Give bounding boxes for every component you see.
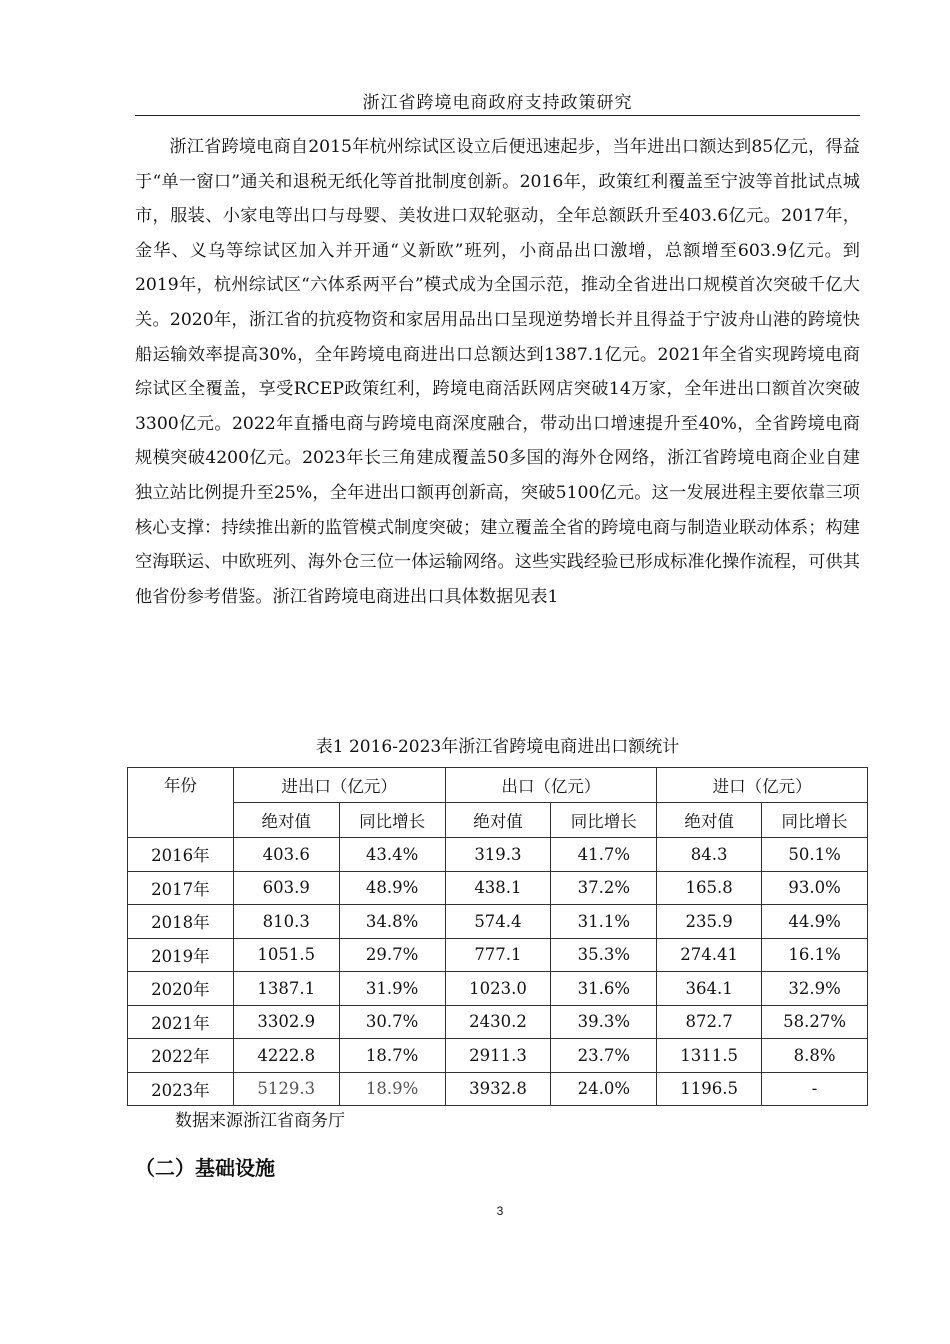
header-divider: [135, 115, 860, 116]
page-header-title: 浙江省跨境电商政府支持政策研究: [362, 93, 633, 113]
subheader-cell: 绝对值: [445, 803, 551, 838]
table-cell: 18.9%: [339, 1072, 445, 1106]
table-cell: 2023年: [128, 1072, 234, 1106]
table-cell: 31.6%: [551, 972, 657, 1006]
subheader-cell: 同比增长: [762, 803, 868, 838]
table-cell: 23.7%: [551, 1039, 657, 1073]
table-cell: 34.8%: [339, 905, 445, 939]
section-heading: （二）基础设施: [135, 1156, 275, 1180]
table-cell: 39.3%: [551, 1005, 657, 1039]
subheader-cell: 同比增长: [551, 803, 657, 838]
table-cell: 1311.5: [657, 1039, 762, 1073]
table-cell: 4222.8: [233, 1039, 339, 1073]
table-cell: 35.3%: [551, 938, 657, 972]
table-cell: 403.6: [233, 838, 339, 872]
table-row: [128, 905, 868, 939]
table-cell: 32.9%: [762, 972, 868, 1006]
table-cell: 2430.2: [445, 1005, 551, 1039]
table-cell: 165.8: [657, 871, 762, 905]
header-total: 进出口（亿元）: [233, 768, 445, 803]
table-cell: 16.1%: [762, 938, 868, 972]
table-cell: 2020年: [128, 972, 234, 1006]
table-cell: 29.7%: [339, 938, 445, 972]
table-subheader-row: [128, 803, 868, 838]
header-export: 出口（亿元）: [445, 768, 657, 803]
table-cell: 810.3: [233, 905, 339, 939]
table-cell: 438.1: [445, 871, 551, 905]
data-source-note: 数据来源浙江省商务厅: [175, 1111, 345, 1131]
table-cell: 41.7%: [551, 838, 657, 872]
table-cell: 2016年: [128, 838, 234, 872]
table-cell: 1196.5: [657, 1072, 762, 1106]
table-cell: 44.9%: [762, 905, 868, 939]
table-cell: 58.27%: [762, 1005, 868, 1039]
table-cell: 319.3: [445, 838, 551, 872]
table-cell: 872.7: [657, 1005, 762, 1039]
table-row: [128, 1005, 868, 1039]
subheader-cell: 同比增长: [339, 803, 445, 838]
table-cell: 574.4: [445, 905, 551, 939]
table-cell: 2017年: [128, 871, 234, 905]
table-cell: 31.1%: [551, 905, 657, 939]
table-row: [128, 1039, 868, 1073]
table-cell: 274.41: [657, 938, 762, 972]
table-cell: 777.1: [445, 938, 551, 972]
subheader-cell: 绝对值: [233, 803, 339, 838]
table-cell: 1387.1: [233, 972, 339, 1006]
table-cell: 3932.8: [445, 1072, 551, 1106]
table-cell: 2018年: [128, 905, 234, 939]
table-cell: 2022年: [128, 1039, 234, 1073]
table-cell: 43.4%: [339, 838, 445, 872]
table-row: [128, 972, 868, 1006]
table-row: [128, 838, 868, 872]
table-cell: 235.9: [657, 905, 762, 939]
table-cell: 24.0%: [551, 1072, 657, 1106]
table-header-row: [128, 768, 868, 803]
table-cell: 364.1: [657, 972, 762, 1006]
trade-statistics-table: [127, 767, 868, 1106]
table-cell: 48.9%: [339, 871, 445, 905]
table-cell: 84.3: [657, 838, 762, 872]
table-cell: 93.0%: [762, 871, 868, 905]
table-row: [128, 1072, 868, 1106]
table-cell: 18.7%: [339, 1039, 445, 1073]
table-cell: 1051.5: [233, 938, 339, 972]
page-number: 3: [496, 1204, 504, 1218]
table-row: [128, 938, 868, 972]
table-cell: 30.7%: [339, 1005, 445, 1039]
header-import: 进口（亿元）: [657, 768, 868, 803]
table-cell: 1023.0: [445, 972, 551, 1006]
header-year: 年份: [128, 768, 234, 838]
table-row: [128, 871, 868, 905]
table-cell: 3302.9: [233, 1005, 339, 1039]
table-cell: 2021年: [128, 1005, 234, 1039]
subheader-cell: 绝对值: [657, 803, 762, 838]
body-paragraph: 浙江省跨境电商自2015年杭州综试区设立后便迅速起步，当年进出口额达到85亿元，得益于“单一窗口”通关和退税无纸化等首批制度创新。2016年，政策红利覆盖至宁波等首批试点城市，服装、小家电等出口与母婴、美妆进口双轮驱动，全年总额跃升至403.6亿元。2017年，金华、义乌等综试区加入并开通“义新欧”班列，小商品出口激增，总额增至603.9亿元。到2019年，杭州综试区“六体系两平台”模式成为全国示范，推动全省进出口规模首次突破千亿大关。2020年，浙江省的抗疫物资和家居用品出口呈现逆势增长并且得益于宁波舟山港的跨境快船运输效率提高30%，全年跨境电商进出口总额达到1387.1亿元。2021年全省实现跨境电商综试区全覆盖，享受RCEP政策红利，跨境电商活跃网店突破14万家，全年进出口额首次突破3300亿元。2022年直播电商与跨境电商深度融合，带动出口增速提升至40%，全省跨境电商规模突破4200亿元。2023年长三角建成覆盖50多国的海外仓网络，浙江省跨境电商企业自建独立站比例提升至25%，全年进出口额再创新高，突破5100亿元。这一发展进程主要依靠三项核心支撑：持续推出新的监管模式制度突破；建立覆盖全省的跨境电商与制造业联动体系；构建空海联运、中欧班列、海外仓三位一体运输网络。这些实践经验已形成标准化操作流程，可供其他省份参考借鉴。浙江省跨境电商进出口具体数据见表1: [135, 137, 860, 607]
table-cell: 31.9%: [339, 972, 445, 1006]
table-cell: 8.8%: [762, 1039, 868, 1073]
table-cell: 2911.3: [445, 1039, 551, 1073]
table-cell: 2019年: [128, 938, 234, 972]
table-caption: 表1 2016-2023年浙江省跨境电商进出口额统计: [315, 737, 680, 757]
table-cell: -: [762, 1072, 868, 1106]
table-cell: 5129.3: [233, 1072, 339, 1106]
table-body: [128, 838, 868, 1106]
table-cell: 37.2%: [551, 871, 657, 905]
table-cell: 50.1%: [762, 838, 868, 872]
table-cell: 603.9: [233, 871, 339, 905]
